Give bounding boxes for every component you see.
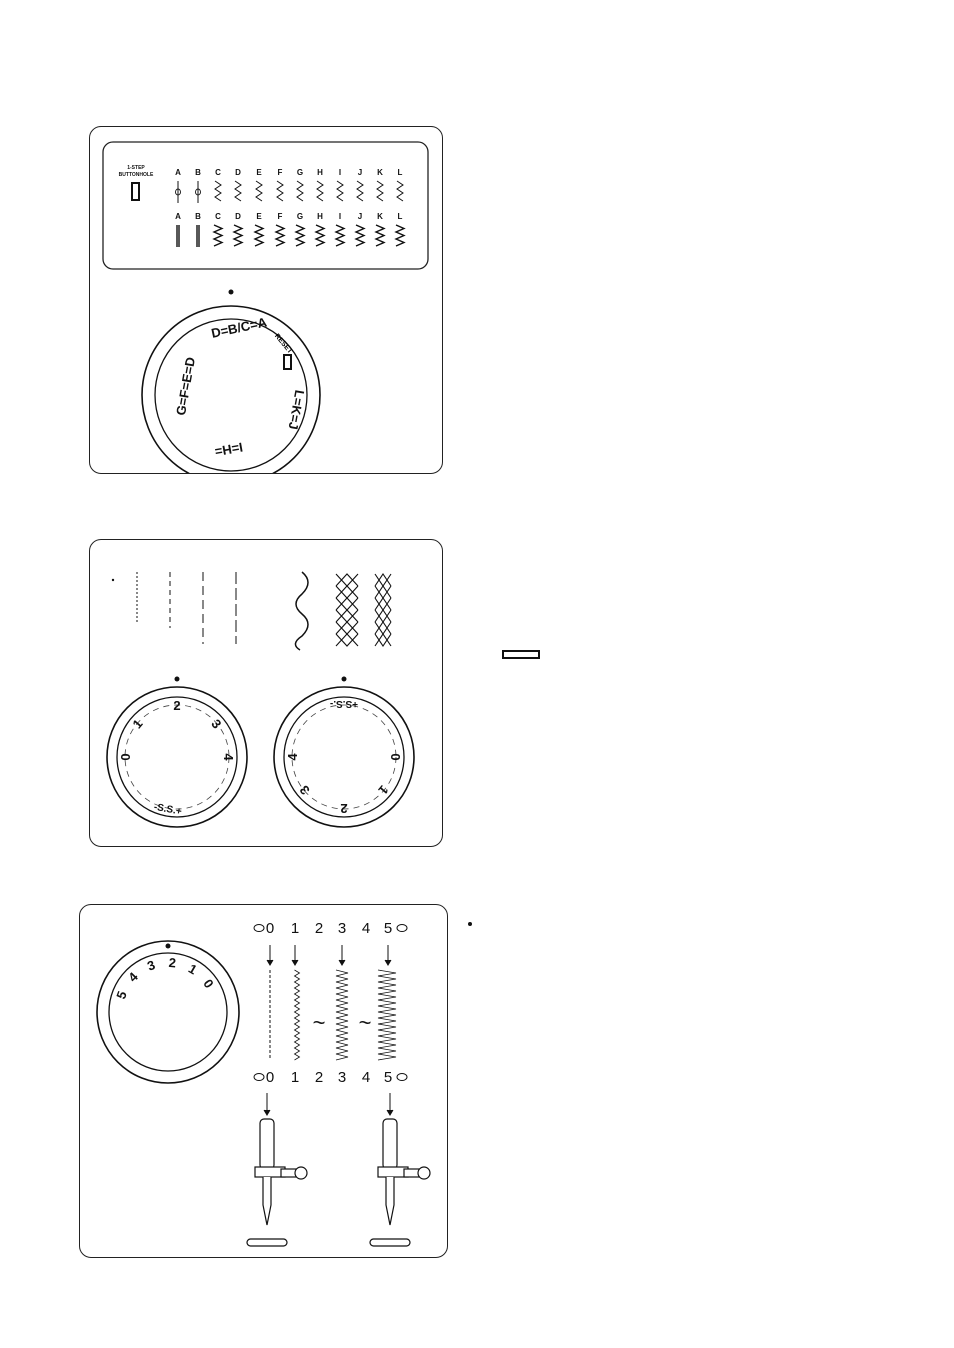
stitch-glyph-bottom-2	[214, 225, 222, 246]
stitch-glyph-top-11	[397, 181, 403, 201]
width-bottom-number-1: 1	[290, 1069, 300, 1086]
stitch-glyph-top-2	[215, 181, 221, 201]
dial-mark-2: 2	[173, 698, 181, 713]
width-dial-mark-1: 4	[125, 969, 141, 985]
stitch-letter-bottom-2: C	[215, 212, 221, 221]
stitch-letter-bottom-0: A	[175, 212, 181, 221]
stitch-letter-bottom-1: B	[195, 212, 201, 221]
dial-mark-0: 0	[118, 753, 133, 761]
stitch-letter-top-5: F	[277, 168, 283, 177]
buttonhole-label-2: BUTTONHOLE	[118, 172, 154, 178]
stitch-letter-bottom-3: D	[235, 212, 241, 221]
stitch-glyph-bottom-7	[316, 225, 324, 246]
width-bottom-number-0: 0	[265, 1069, 275, 1086]
needle-position-left	[247, 1093, 307, 1246]
stitch-letter-bottom-4: E	[256, 212, 262, 221]
stitch-letter-bottom-5: F	[277, 212, 283, 221]
dial-mark-0: 0	[388, 753, 403, 761]
width-indicator-dot	[166, 944, 171, 949]
indicator-dot	[229, 290, 234, 295]
zigzag-sample-medium	[336, 970, 348, 1060]
tilde-right: ~	[358, 1010, 372, 1035]
stitch-letter-bottom-6: G	[296, 212, 304, 221]
stitch-glyph-top-6	[297, 181, 303, 201]
needle-position-right	[370, 1093, 430, 1246]
dial-text-top: D=B/C=A	[209, 314, 269, 341]
width-top-number-3: 3	[337, 920, 347, 937]
stitch-glyph-top-5	[277, 181, 283, 201]
stitch-letter-top-6: G	[296, 168, 304, 177]
dial-mark-1: 1	[375, 782, 392, 798]
stitch-letter-top-2: C	[215, 168, 221, 177]
bullet-dot	[468, 922, 472, 926]
width-dial-inner	[109, 953, 227, 1071]
width-bottom-number-4: 4	[361, 1069, 371, 1086]
dial-text-left: G=F=E=D	[173, 355, 199, 417]
stitch-letter-top-8: I	[338, 168, 342, 177]
stitch-glyph-bottom-8	[336, 225, 344, 246]
stitch-glyph-bottom-3	[234, 225, 242, 246]
stitch-row-1	[175, 168, 403, 203]
stitch-glyph-top-7	[317, 181, 323, 201]
width-dial-mark-2: 3	[145, 957, 158, 974]
stitch-length-panel	[89, 539, 443, 847]
width-top-number-5: 5	[383, 920, 393, 937]
stitch-glyph-bottom-0	[177, 225, 179, 247]
stitch-glyph-top-10	[377, 181, 383, 201]
width-bottom-number-5: 5	[383, 1069, 393, 1086]
dial-mark-3: 3	[208, 716, 225, 732]
stitch-width-graphic	[80, 905, 447, 1257]
stitch-letter-top-0: A	[175, 168, 181, 177]
stitch-glyph-top-4	[256, 181, 262, 201]
tilde-left: ~	[312, 1010, 326, 1035]
stretch-sample-3	[375, 574, 391, 646]
stitch-glyph-bottom-1	[197, 225, 199, 247]
stitch-glyph-top-3	[235, 181, 241, 201]
stitch-letter-top-9: J	[357, 168, 363, 177]
capsule-icon-3	[397, 1074, 407, 1081]
width-dial-mark-4: 1	[185, 960, 200, 978]
dial-ss-label: -S.S.+	[152, 801, 183, 818]
dial-mark-2: 2	[340, 801, 348, 816]
width-bottom-number-3: 3	[337, 1069, 347, 1086]
stitch-glyph-top-9	[357, 181, 363, 201]
stitch-letter-bottom-10: K	[377, 212, 383, 221]
stitch-chart-box	[103, 142, 428, 269]
reset-label: RESET	[272, 332, 294, 356]
zigzag-sample-narrow	[295, 970, 300, 1060]
stitch-glyph-bottom-5	[276, 225, 284, 246]
stitch-letter-top-3: D	[235, 168, 241, 177]
length-dial-left-inner	[117, 697, 237, 817]
capsule-icon-2	[254, 1074, 264, 1081]
width-top-number-1: 1	[290, 920, 300, 937]
stitch-letter-bottom-9: J	[357, 212, 363, 221]
stitch-letter-bottom-11: L	[397, 212, 403, 221]
dial-ss-label: +S.S.-	[329, 698, 359, 709]
capsule-icon-1	[397, 925, 407, 932]
zigzag-sample-wide	[378, 970, 396, 1060]
capsule-icon-0	[254, 925, 264, 932]
dial-mark-1: 1	[129, 716, 146, 732]
stretch-sample-1	[295, 572, 308, 650]
width-bottom-number-2: 2	[314, 1069, 324, 1086]
length-dial-right-inner	[284, 697, 404, 817]
width-top-number-2: 2	[314, 920, 324, 937]
dial-mark-4: 4	[221, 753, 236, 761]
stitch-letter-top-7: H	[317, 168, 323, 177]
buttonhole-symbol-icon	[502, 649, 542, 661]
width-dial-mark-3: 2	[168, 954, 177, 971]
stitch-letter-top-10: K	[377, 168, 383, 177]
stitch-glyph-bottom-6	[296, 225, 304, 246]
width-dial-mark-0: 5	[113, 989, 130, 1002]
stitch-letter-top-1: B	[195, 168, 201, 177]
indicator-dot-right	[342, 677, 347, 682]
dial-mark-4: 4	[285, 753, 300, 761]
stitch-length-graphic	[90, 540, 442, 846]
width-top-number-4: 4	[361, 920, 371, 937]
buttonhole-label-1: 1-STEP	[127, 165, 145, 171]
width-dial-mark-5: 0	[200, 976, 217, 991]
stitch-glyph-top-8	[337, 181, 343, 201]
stretch-sample-2	[336, 574, 358, 646]
dial-text-bottom: I=H=	[213, 439, 244, 460]
stitch-letter-top-4: E	[256, 168, 262, 177]
buttonhole-icon	[132, 183, 139, 200]
stitch-letter-top-11: L	[397, 168, 403, 177]
dial-text-right: L=K=J	[285, 388, 308, 431]
stitch-selector-panel	[89, 126, 443, 474]
stitch-glyph-bottom-11	[396, 225, 404, 246]
dial-buttonhole-icon	[284, 355, 291, 369]
stitch-glyph-bottom-9	[356, 225, 364, 246]
stitch-glyph-top-1	[196, 181, 201, 203]
width-top-number-0: 0	[265, 920, 275, 937]
stitch-sample-dot	[112, 579, 114, 581]
stitch-letter-bottom-7: H	[317, 212, 323, 221]
dial-mark-3: 3	[296, 782, 313, 798]
stitch-glyph-bottom-10	[376, 225, 384, 246]
indicator-dot-left	[175, 677, 180, 682]
stitch-width-panel	[79, 904, 448, 1258]
stitch-glyph-top-0	[176, 181, 181, 203]
stitch-letter-bottom-8: I	[338, 212, 342, 221]
stitch-selector-graphic	[90, 127, 442, 473]
stitch-row-2	[175, 212, 404, 247]
stitch-glyph-bottom-4	[255, 225, 263, 246]
